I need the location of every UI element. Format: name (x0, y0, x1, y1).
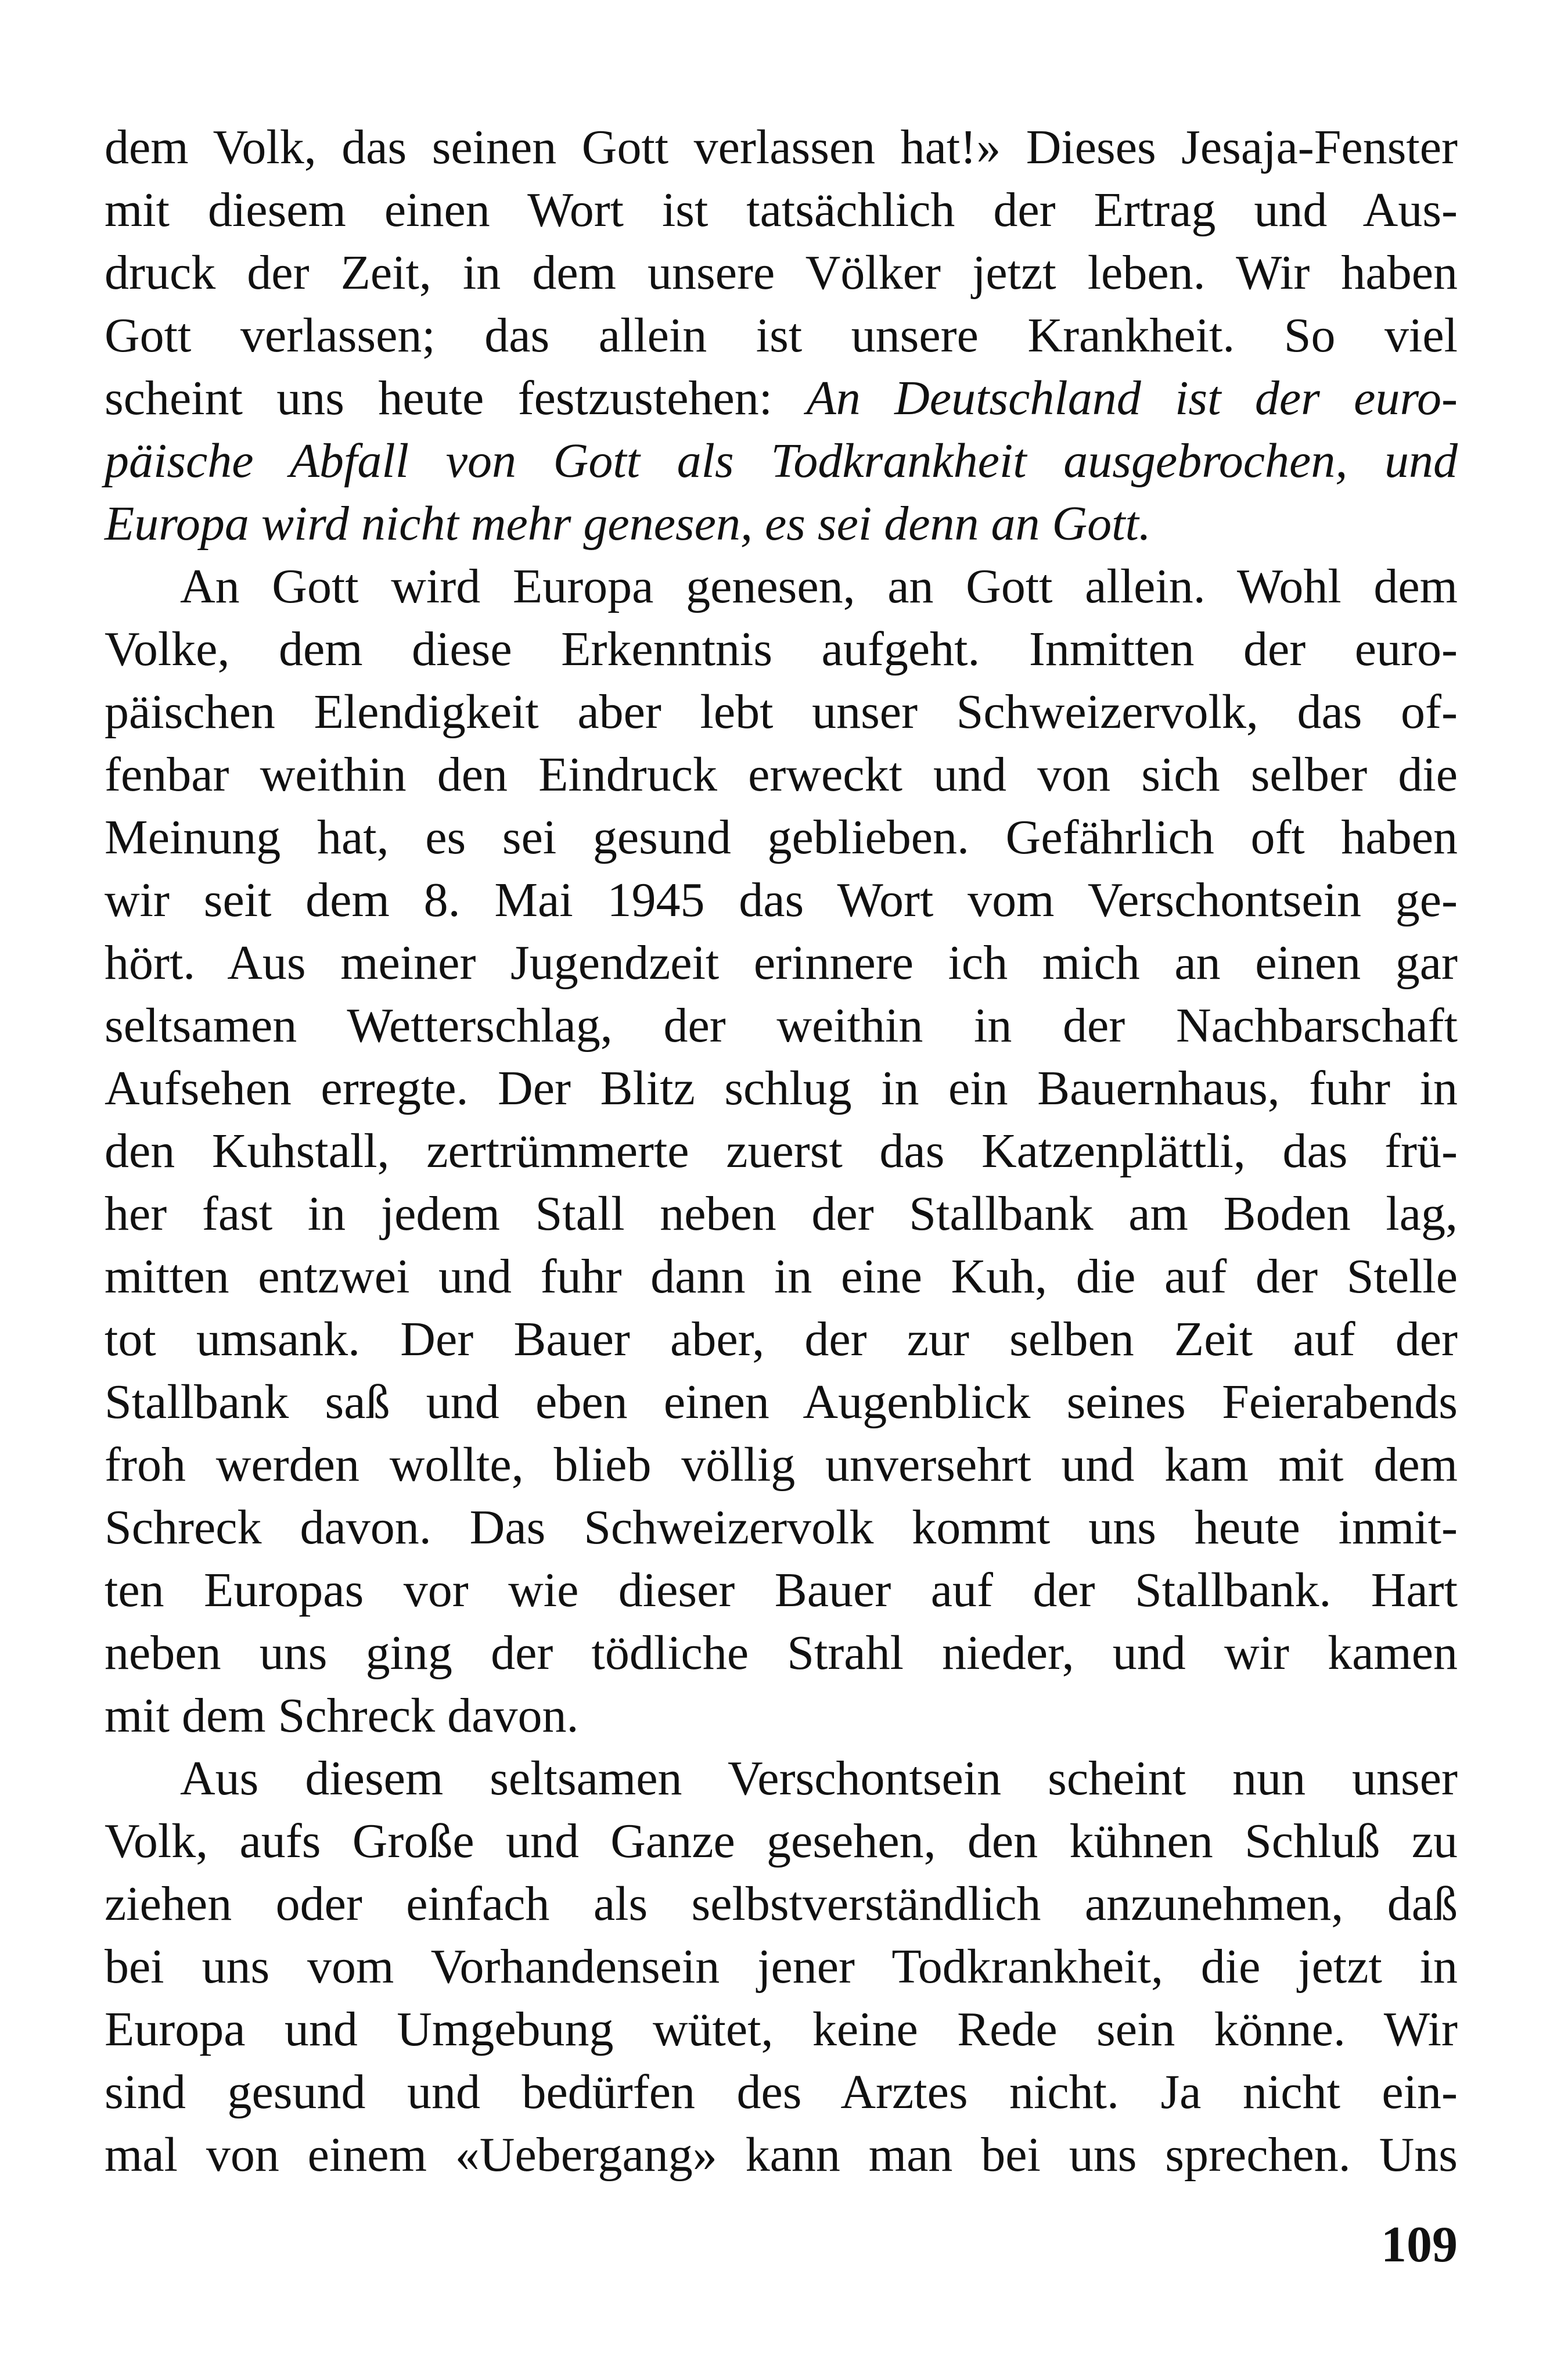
page-number: 109 (1381, 2217, 1458, 2273)
text-line-2: mit diesem einen Wort ist tatsächlich der Ertrag und Aus- (105, 183, 1458, 237)
text-line-14: hört. Aus meiner Jugendzeit erinnere ich mich an einen gar (105, 936, 1458, 990)
text-line-31: Europa und Umgebung wütet, keine Rede sein könne. Wir (105, 2002, 1458, 2056)
text-line-18: her fast in jedem Stall neben der Stallbank am Boden lag, (105, 1187, 1458, 1241)
text-line-22: froh werden wollte, blieb völlig unversehrt und kam mit dem (105, 1438, 1458, 1492)
text-line-8: An Gott wird Europa genesen, an Gott allein. Wohl dem (180, 559, 1458, 613)
text-line-25: neben uns ging der tödliche Strahl nieder, und wir kamen (105, 1626, 1458, 1680)
text-line-9: Volke, dem diese Erkenntnis aufgeht. Inmitten der euro- (105, 622, 1458, 676)
text-line-3: druck der Zeit, in dem unsere Völker jetzt leben. Wir haben (105, 246, 1458, 300)
text-line-27: Aus diesem seltsamen Verschontsein scheint nun unser (180, 1751, 1458, 1805)
text-line-16: Aufsehen erregte. Der Blitz schlug in ein Bauernhaus, fuhr in (105, 1061, 1458, 1115)
text-line-19: mitten entzwei und fuhr dann in eine Kuh, die auf der Stelle (105, 1249, 1458, 1304)
text-line-33: mal von einem «Uebergang» kann man bei uns sprechen. Uns (105, 2128, 1458, 2182)
italic-emphasis: An Deutschland ist der euro- (806, 371, 1458, 425)
text-line-26: mit dem Schreck davon. (105, 1689, 579, 1743)
text-line-12: Meinung hat, es sei gesund geblieben. Gefährlich oft haben (105, 810, 1458, 864)
text-line-4: Gott verlassen; das allein ist unsere Krankheit. So viel (105, 308, 1458, 362)
text-line-24: ten Europas vor wie dieser Bauer auf der Stallbank. Hart (105, 1563, 1458, 1617)
text-line-32: sind gesund und bedürfen des Arztes nicht. Ja nicht ein- (105, 2065, 1458, 2119)
text-line-17: den Kuhstall, zertrümmerte zuerst das Katzenplättli, das frü- (105, 1124, 1458, 1178)
text-line-28: Volk, aufs Große und Ganze gesehen, den kühnen Schluß zu (105, 1814, 1458, 1868)
text-line-20: tot umsank. Der Bauer aber, der zur selben Zeit auf der (105, 1312, 1458, 1366)
italic-emphasis: päische Abfall von Gott als Todkrankheit ausgebrochen, und (105, 434, 1458, 488)
text-line-23: Schreck davon. Das Schweizervolk kommt uns heute inmit- (105, 1500, 1458, 1554)
text-line-11: fenbar weithin den Eindruck erweckt und von sich selber die (105, 748, 1458, 802)
text-line-30: bei uns vom Vorhandensein jener Todkrankheit, die jetzt in (105, 1940, 1458, 1994)
text-line-21: Stallbank saß und eben einen Augenblick seines Feierabends (105, 1375, 1458, 1429)
text-line-29: ziehen oder einfach als selbstverständlich anzunehmen, daß (105, 1877, 1458, 1931)
text-line-7 (105, 493, 1458, 555)
text-line-13: wir seit dem 8. Mai 1945 das Wort vom Verschontsein ge- (105, 873, 1458, 927)
text-line-5: scheint uns heute festzustehen: An Deutschland ist der euro- (105, 371, 1458, 425)
text-line-10: päischen Elendigkeit aber lebt unser Schweizervolk, das of- (105, 685, 1458, 739)
italic-emphasis: Europa wird nicht mehr genesen, es sei denn an Gott. (105, 497, 1151, 551)
body-text (105, 116, 1458, 2186)
text-line-15: seltsamen Wetterschlag, der weithin in der Nachbarschaft (105, 999, 1458, 1053)
text-line-1: dem Volk, das seinen Gott verlassen hat!» Dieses Jesaja-Fenster (105, 120, 1458, 174)
text-line-6 (105, 430, 1458, 493)
